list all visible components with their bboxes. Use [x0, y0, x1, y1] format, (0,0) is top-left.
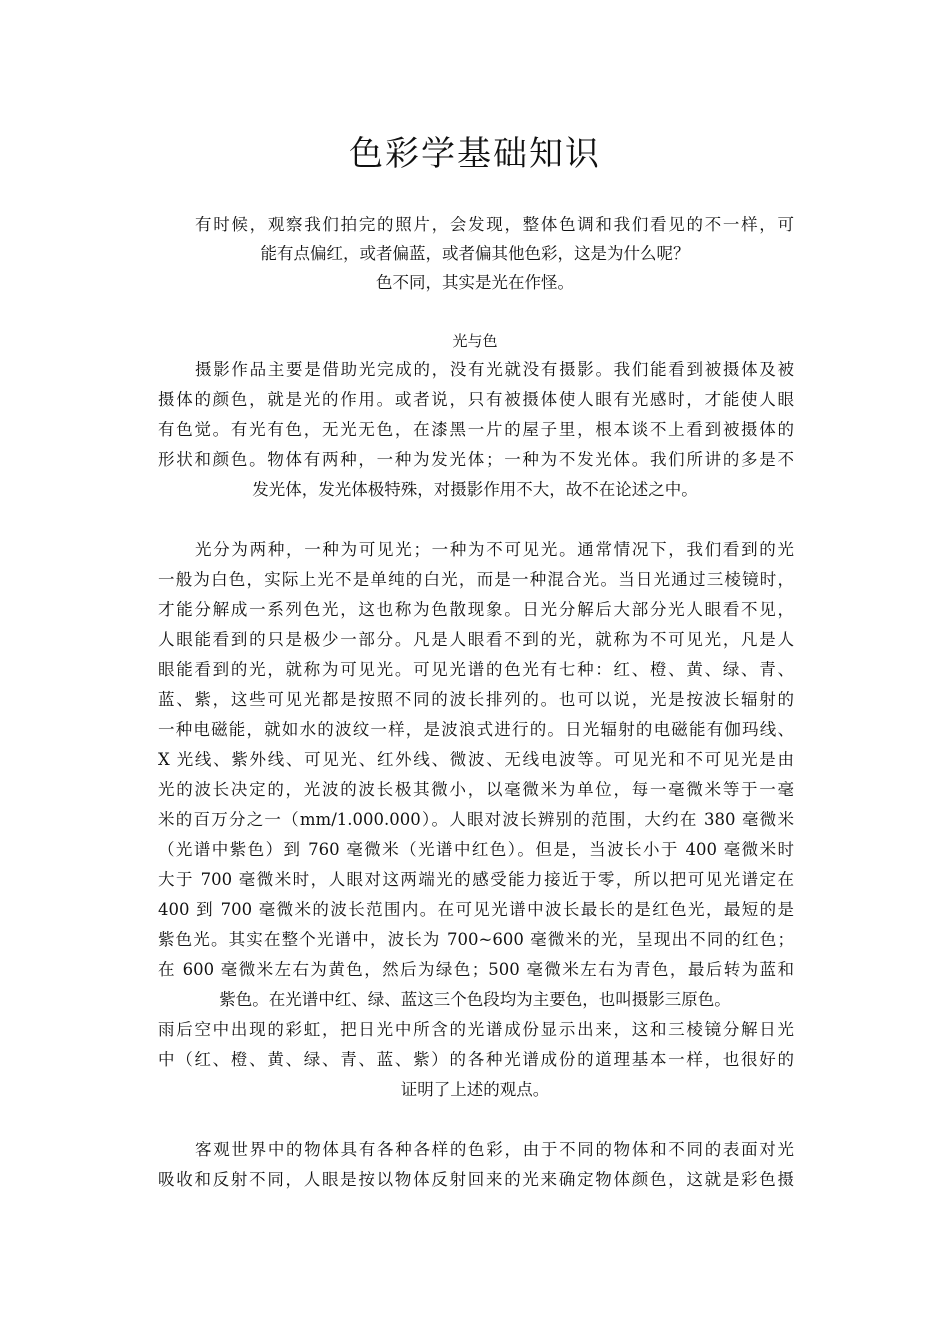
para1-line-5: 发光体，发光体极特殊，对摄影作用不大，故不在论述之中。: [252, 480, 698, 499]
para2-line-15: 在 600 毫微米左右为黄色，然后为绿色；500 毫微米左右为青色，最后转为蓝和: [158, 960, 794, 979]
para1-line-2: 摄体的颜色，就是光的作用。或者说，只有被摄体使人眼有光感时，才能使人眼: [158, 390, 794, 409]
page-title: 色彩学基础知识: [349, 134, 601, 174]
intro-line-1: 有时候，观察我们拍完的照片，会发现，整体色调和我们看见的不一样，可: [195, 215, 794, 234]
para2-line-6: 蓝、紫，这些可见光都是按照不同的波长排列的。也可以说，光是按波长辐射的: [158, 690, 794, 709]
para1-line-3: 有色觉。有光有色，无光无色，在漆黑一片的屋子里，根本谈不上看到被摄体的: [158, 420, 794, 439]
para2-line-2: 一般为白色，实际上光不是单纯的白光，而是一种混合光。当日光通过三棱镜时，: [158, 570, 794, 589]
intro-line-2: 能有点偏红，或者偏蓝，或者偏其他色彩，这是为什么呢？: [260, 244, 690, 263]
para2-line-8: X 光线、紫外线、可见光、红外线、微波、无线电波等。可见光和不可见光是由: [158, 750, 794, 769]
para2-line-4: 人眼能看到的只是极少一部分。凡是人眼看不到的光，就称为不可见光，凡是人: [158, 630, 794, 649]
para2-line-13: 400 到 700 毫微米的波长范围内。在可见光谱中波长最长的是红色光，最短的是: [158, 900, 794, 919]
para1-line-4: 形状和颜色。物体有两种，一种为发光体；一种为不发光体。我们所讲的多是不: [158, 450, 794, 469]
para1-line-1: 摄影作品主要是借助光完成的，没有光就没有摄影。我们能看到被摄体及被: [195, 360, 794, 379]
para4-line-1: 客观世界中的物体具有各种各样的色彩，由于不同的物体和不同的表面对光: [195, 1140, 794, 1159]
para2-line-9: 光的波长决定的，光波的波长极其微小，以毫微米为单位，每一毫微米等于一毫: [158, 780, 794, 799]
para2-line-5: 眼能看到的光，就称为可见光。可见光谱的色光有七种：红、橙、黄、绿、青、: [158, 660, 794, 679]
para2-line-3: 才能分解成一系列色光，这也称为色散现象。日光分解后大部分光人眼看不见，: [158, 600, 794, 619]
para2-line-14: 紫色光。其实在整个光谱中，波长为 700~600 毫微米的光，呈现出不同的红色；: [158, 930, 794, 949]
para2-line-10: 米的百万分之一（mm/1.000.000）。人眼对波长辨别的范围，大约在 380 毫微米: [158, 810, 794, 829]
para2-line-7: 一种电磁能，就如水的波纹一样，是波浪式进行的。日光辐射的电磁能有伽玛线、: [158, 720, 794, 739]
section-heading: 光与色: [452, 332, 498, 350]
para3-line-3: 证明了上述的观点。: [400, 1080, 550, 1099]
intro-line-3: 色不同，其实是光在作怪。: [376, 273, 574, 292]
para2-line-16: 紫色。在光谱中红、绿、蓝这三个色段均为主要色，也叫摄影三原色。: [219, 990, 731, 1009]
para3-line-2: 中（红、橙、黄、绿、青、蓝、紫）的各种光谱成份的道理基本一样，也很好的: [158, 1050, 794, 1069]
para2-line-12: 大于 700 毫微米时，人眼对这两端光的感受能力接近于零，所以把可见光谱定在: [158, 870, 794, 889]
para2-line-1: 光分为两种，一种为可见光；一种为不可见光。通常情况下，我们看到的光: [195, 540, 794, 559]
para4-line-2: 吸收和反射不同，人眼是按以物体反射回来的光来确定物体颜色，这就是彩色摄: [158, 1170, 794, 1189]
para2-line-11: （光谱中紫色）到 760 毫微米（光谱中红色）。但是，当波长小于 400 毫微米时: [158, 840, 794, 859]
para3-line-1: 雨后空中出现的彩虹，把日光中所含的光谱成份显示出来，这和三棱镜分解日光: [158, 1020, 794, 1039]
